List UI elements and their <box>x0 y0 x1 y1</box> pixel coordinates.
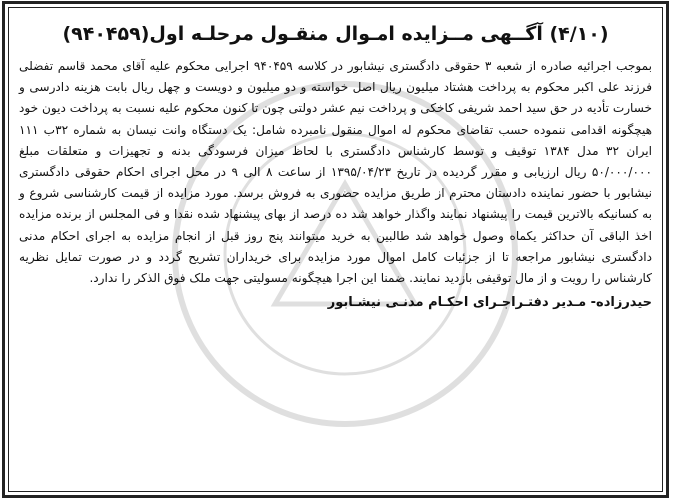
notice-body: بموجب اجرائیه صادره از شعبه ۳ حقوقی دادگستری نیشابور در کلاسه ۹۴۰۴۵۹ اجرایی محکوم علیه آقای محمد قاسم تفضلی فرزند علی اکبر محکوم به پرداخت هشتاد میلیون ریال اصل خواسته و دو میلیون و دویست و چهل ریال بابت هزینه دادرسی و خسارت تأدیه در حق سید احمد شریفی کاخکی و پرداخت نیم عشر دولتی چون تا کنون محکوم علیه نسبت به پرداخت دیون خود هیچگونه اقدامی ننموده حسب تقاضای محکوم له اموال منقول نامبرده شامل: یک دستگاه وانت نیسان به شماره ۳۲ب ۱۱۱ ایران ۳۲ مدل ۱۳۸۴ توقیف و توسط کارشناس دادگستری با لحاظ میزان فرسودگی بدنه و تجهیزات و متعلقات مبلغ ۵۰/۰۰۰/۰۰۰ ریال ارزیابی و مقرر گردیده در تاریخ ۱۳۹۵/۰۴/۲۳ از ساعت ۸ الی ۹ در محل اجرای احکام حقوقی دادگستری نیشابور با حضور نماینده دادستان محترم از طریق مزایده حضوری به فروش برسد. مورد مزایده از قیمت کارشناسی شروع و به کسانیکه بالاترین قیمت را پیشنهاد نمایند واگذار خواهد شد ده درصد از بهای پیشنهاد شده نقدا و فی المجلس از برنده مزایده اخذ الباقی آن حداکثر یکماه وصول خواهد شد طالبین به خرید میتوانند پنج روز قبل از انجام مزایده به اجرای احکام مدنی دادگستری نیشابور مراجعه تا از جزئیات کامل اموال مورد مزایده برای خریداران تشریح گردد و در صورت تمایل نظریه کارشناس را رویت و از مال توقیفی بازدید نمایند. ضمنا این اجرا هیچگونه مسولیتی جهت ملک فوق الذکر را ندارد. <box>19 59 653 286</box>
auction-notice <box>2 1 669 498</box>
notice-title: (۴/۱۰) آگــهی مــزایده امـوال منقـول مرحلـه اول(۹۴۰۴۵۹) <box>62 23 609 45</box>
notice-signature: حیدرزاده- مـدیر دفتـراجـرای احکـام مدنـی نیشـابور <box>327 295 652 311</box>
